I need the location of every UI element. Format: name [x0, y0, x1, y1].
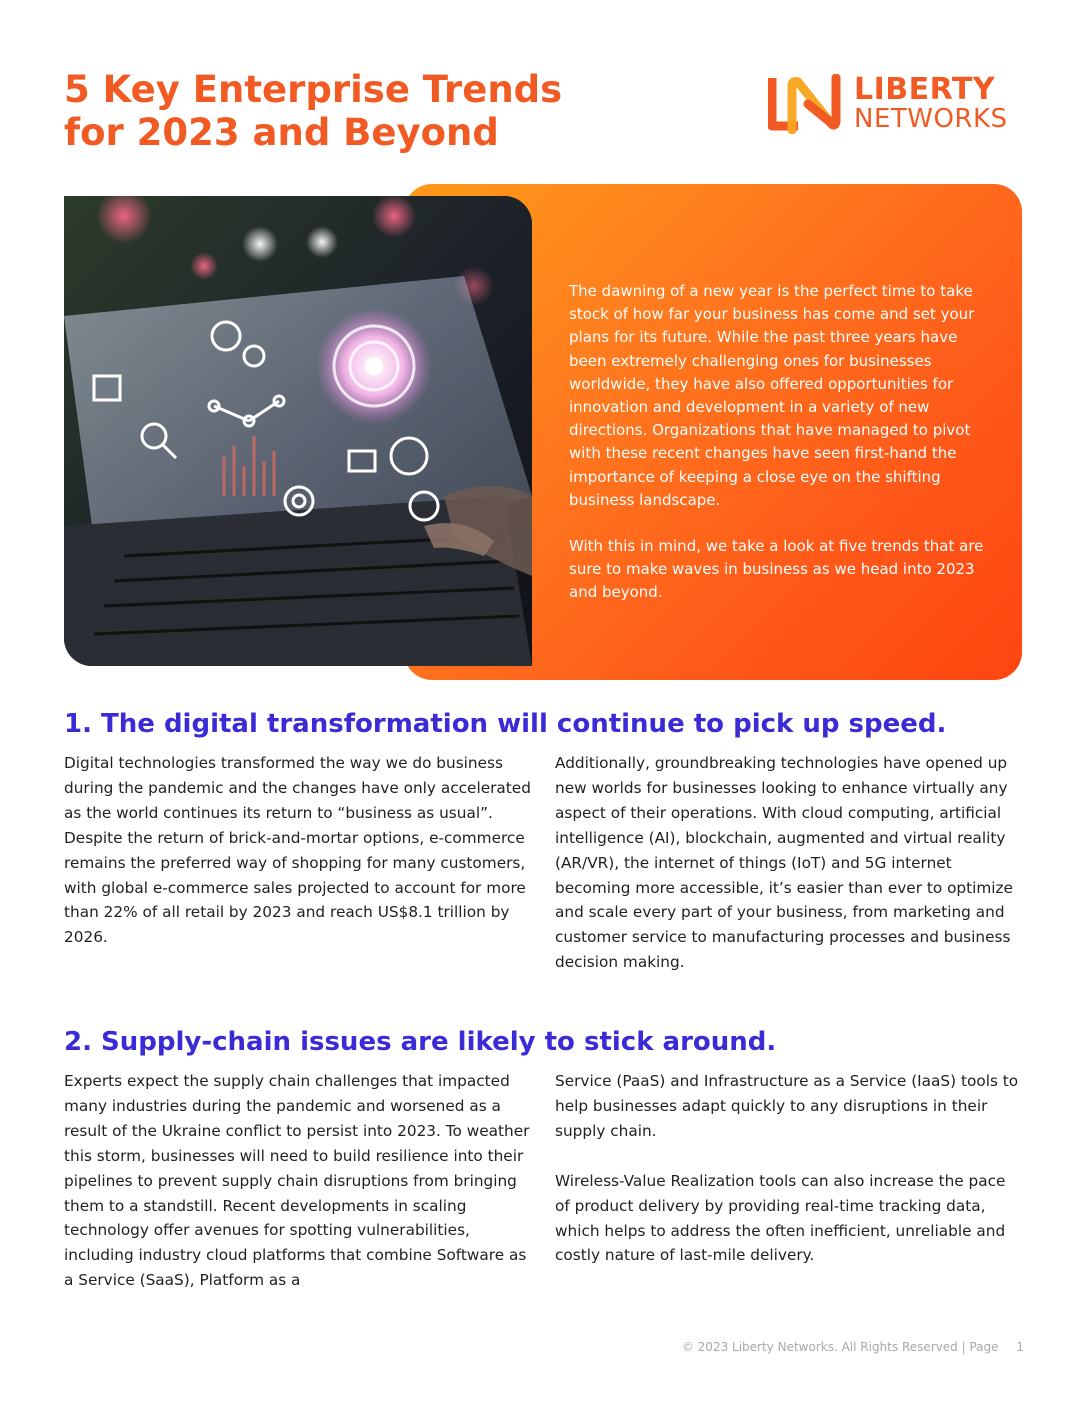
section-2-paragraph: Service (PaaS) and Infrastructure as a Service (IaaS) tools to help businesses adapt quickly to any disruptions in their supply chain.	[555, 1072, 1019, 1140]
section-1-right-column	[555, 751, 1025, 1000]
page-title-line-1: 5 Key Enterprise Trends	[64, 68, 563, 111]
section-2-paragraph: Wireless-Value Realization tools can also increase the pace of product delivery by providing real-time tracking data, which helps to address the often inefficient, unreliable and costly nature of last-mile delivery.	[555, 1171, 1006, 1265]
hero-paragraph: With this in mind, we take a look at five trends that are sure to make waves in business as we head into 2023 and beyond.	[569, 537, 984, 602]
footer-page-number: 1	[1016, 1340, 1024, 1354]
hero-illustration	[64, 196, 532, 666]
section-2-heading: 2. Supply-chain issues are likely to stick around.	[64, 1027, 777, 1057]
hero-paragraph: The dawning of a new year is the perfect time to take stock of how far your business has come and set your plans for its future. While the past three years have been extremely challenging ones for businesses worldwide, they have also offered opportunities for innovation and development in a variety of new directions. Organizations that have managed to pivot with these recent changes have seen first-hand the importance of keeping a close eye on the shifting business landscape.	[569, 282, 975, 509]
logo-wordmark-line-1: LIBERTY	[854, 72, 996, 107]
section-2-right-column	[555, 1069, 1025, 1293]
logo-wordmark-line-2: NETWORKS	[854, 104, 1008, 134]
hero-intro-text	[569, 280, 989, 628]
logo-wordmark	[854, 74, 1008, 133]
section-1-left-column	[64, 751, 534, 975]
section-1-paragraph: Digital technologies transformed the way we do business during the pandemic and the changes have only accelerated as the world continues its return to “business as usual”. Despite the return of brick-and-mortar options, e-commerce remains the preferred way of shopping for many customers, with global e-commerce sales projected to account for more than 22% of all retail by 2023 and reach US$8.1 trillion by 2026.	[64, 754, 531, 947]
page-footer	[682, 1340, 1024, 1354]
section-2-paragraph: Experts expect the supply chain challenges that impacted many industries during the pandemic and worsened as a result of the Ukraine conflict to persist into 2023. To weather this storm, businesses will need to build resilience into their pipelines to prevent supply chain disruptions from bringing them to a standstill. Recent developments in scaling technology offer avenues for spotting vulnerabilities, including industry cloud platforms that combine Software as a Service (SaaS), Platform as a	[64, 1072, 530, 1290]
page-title	[64, 68, 704, 154]
page-title-line-2: for 2023 and Beyond	[64, 111, 499, 154]
section-1-heading: 1. The digital transformation will continue to pick up speed.	[64, 709, 947, 739]
footer-copyright: © 2023 Liberty Networks. All Rights Reserved | Page	[681, 1340, 999, 1354]
laptop-hologram-image	[64, 196, 532, 666]
ln-logo-icon	[768, 74, 842, 134]
section-2-left-column	[64, 1069, 534, 1318]
liberty-networks-logo	[768, 72, 1028, 136]
section-1-paragraph: Additionally, groundbreaking technologies have opened up new worlds for businesses looking to enhance virtually any aspect of their operations. With cloud computing, artificial intelligence (AI), blockchain, augmented and virtual reality (AR/VR), the internet of things (IoT) and 5G internet becoming more accessible, it’s easier than ever to optimize and scale every part of your business, from marketing and customer service to manufacturing processes and business decision making.	[555, 754, 1013, 972]
